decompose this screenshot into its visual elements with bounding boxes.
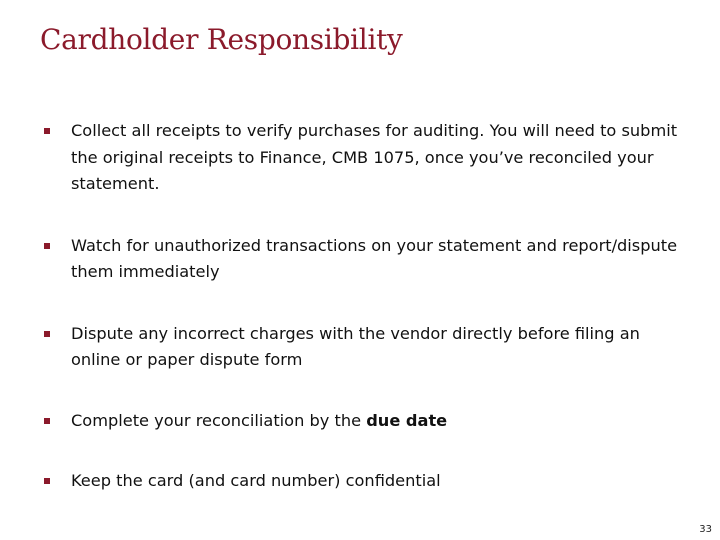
bullet-text: Collect all receipts to verify purchases for auditing. You will need to submit the original receipts to Finance, CMB 1075, once you’ve reconciled your statement. (71, 121, 678, 193)
bullet-text-regular: Complete your reconciliation by the (71, 410, 367, 430)
bullet-text: Watch for unauthorized transactions on your statement and report/dispute them immediately (71, 235, 678, 281)
bullet-item-receipts (44, 118, 694, 198)
bullet-text: Dispute any incorrect charges with the vendor directly before filing an online or paper dispute form (71, 323, 640, 369)
page-number: 33 (699, 524, 712, 535)
bullet-list (44, 118, 694, 495)
square-bullet-icon (44, 331, 50, 337)
bullet-text (71, 411, 447, 430)
square-bullet-icon (44, 478, 50, 484)
bullet-item-dispute (44, 321, 694, 374)
bullet-text: Keep the card (and card number) confidential (71, 471, 441, 490)
bullet-text-bold: due date (366, 410, 448, 430)
bullet-item-reconciliation (44, 408, 694, 435)
square-bullet-icon (44, 128, 50, 134)
bullet-item-unauthorized (44, 233, 694, 286)
bullet-item-confidential (44, 468, 694, 495)
slide-title: Cardholder Responsibility (40, 23, 403, 56)
square-bullet-icon (44, 418, 50, 424)
square-bullet-icon (44, 243, 50, 249)
